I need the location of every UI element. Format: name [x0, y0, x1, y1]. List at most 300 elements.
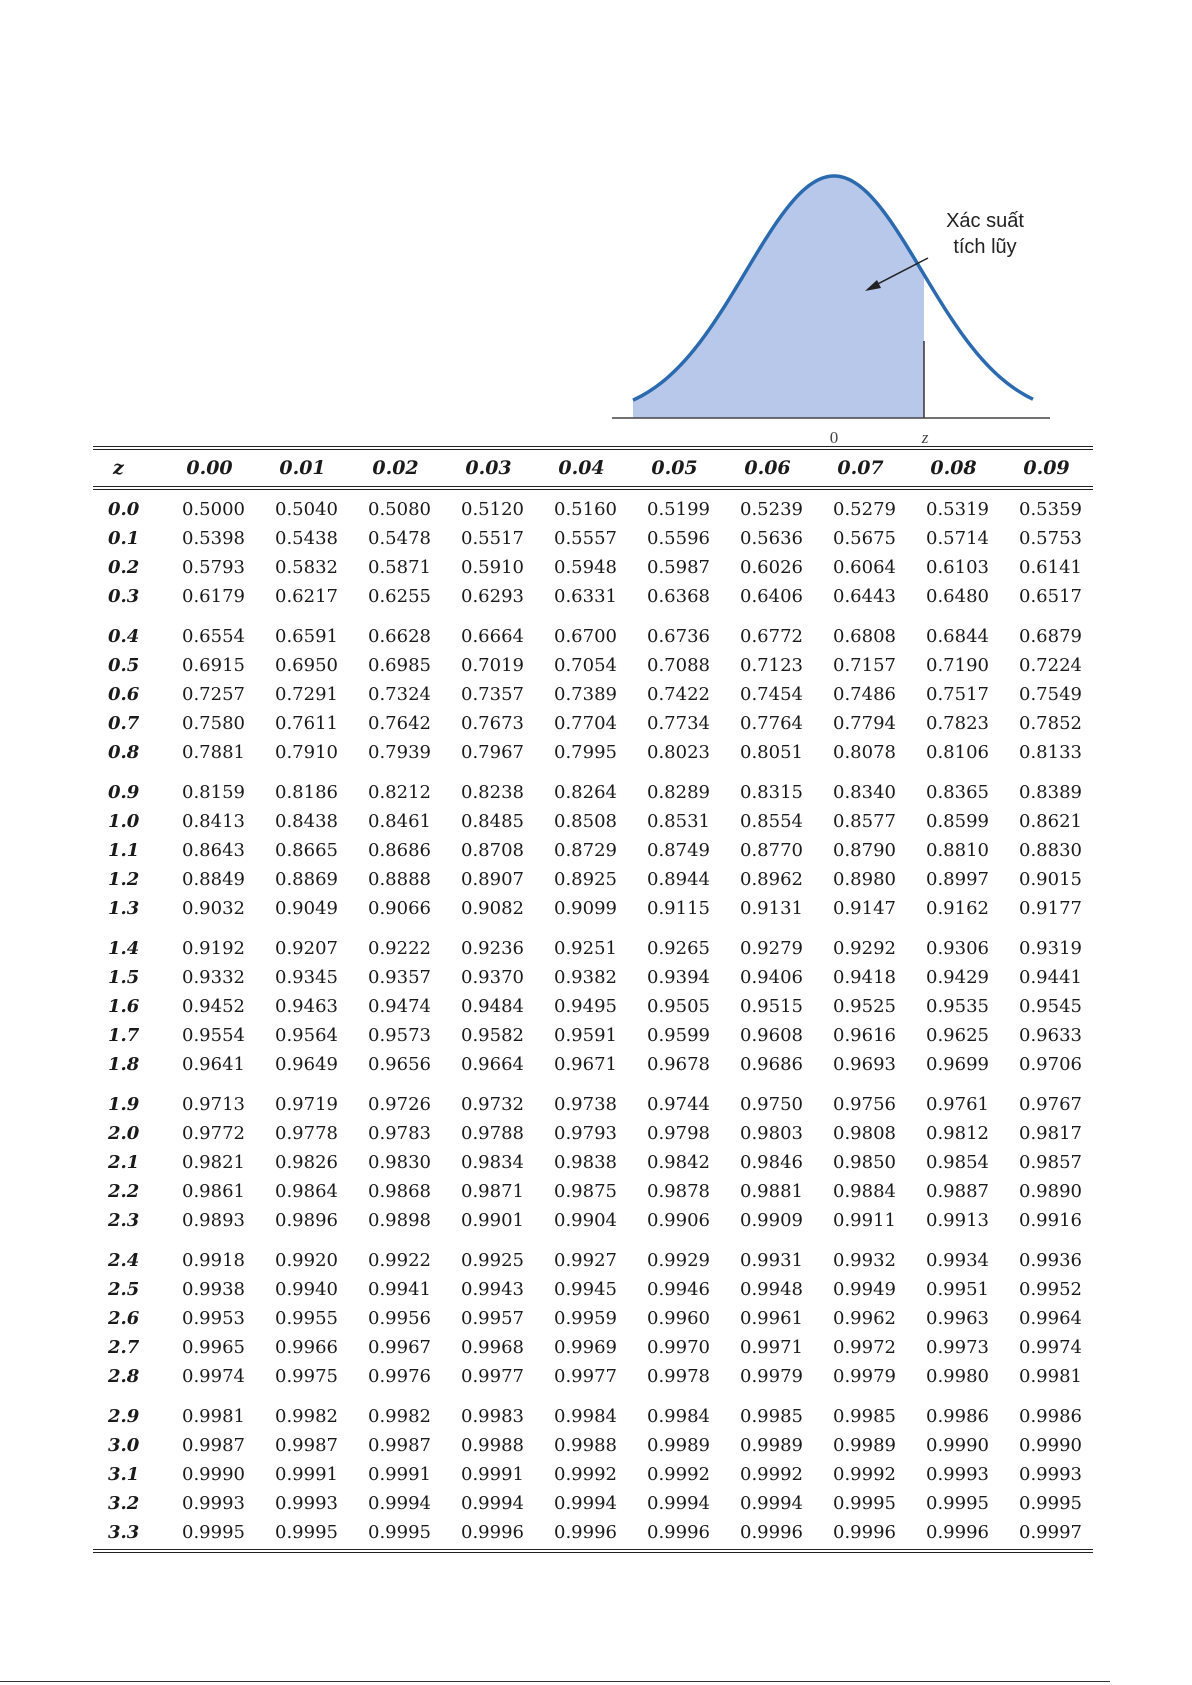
probability-cell: 0.9973	[926, 1337, 989, 1358]
probability-cell: 0.9896	[275, 1210, 338, 1231]
probability-cell: 0.8461	[368, 811, 431, 832]
probability-cell: 0.7611	[275, 713, 338, 734]
probability-cell: 0.9987	[368, 1435, 431, 1456]
annotation-label-line-1: Xác suất	[946, 210, 1024, 232]
probability-cell: 0.5478	[368, 528, 431, 549]
table-row	[93, 582, 1093, 611]
probability-cell: 0.9756	[833, 1094, 896, 1115]
probability-cell: 0.7157	[833, 655, 896, 676]
probability-cell: 0.9901	[461, 1210, 524, 1231]
probability-cell: 0.9996	[907, 1518, 1000, 1551]
probability-cell: 0.7224	[1019, 655, 1082, 676]
z-value-cell: 2.5	[108, 1279, 140, 1300]
probability-cell: 0.6026	[740, 557, 803, 578]
probability-cell: 0.9940	[275, 1279, 338, 1300]
probability-cell: 0.9997	[1000, 1518, 1093, 1551]
probability-cell: 0.9345	[275, 967, 338, 988]
probability-cell: 0.9616	[833, 1025, 896, 1046]
probability-cell: 0.7910	[275, 742, 338, 763]
probability-cell: 0.7881	[182, 742, 245, 763]
table-row	[93, 1021, 1093, 1050]
probability-cell: 0.9986	[1019, 1406, 1082, 1427]
probability-cell: 0.9641	[182, 1054, 245, 1075]
probability-cell: 0.9992	[740, 1464, 803, 1485]
probability-cell: 0.6736	[647, 626, 710, 647]
probability-cell: 0.5948	[554, 557, 617, 578]
probability-cell: 0.8888	[368, 869, 431, 890]
probability-cell: 0.8485	[461, 811, 524, 832]
probability-cell: 0.9713	[182, 1094, 245, 1115]
probability-cell: 0.7486	[833, 684, 896, 705]
probability-cell: 0.9726	[368, 1094, 431, 1115]
probability-cell: 0.9744	[647, 1094, 710, 1115]
probability-cell: 0.7019	[461, 655, 524, 676]
probability-cell: 0.9817	[1019, 1123, 1082, 1144]
column-header-z: z	[93, 448, 163, 488]
probability-cell: 0.9985	[740, 1406, 803, 1427]
probability-cell: 0.9962	[833, 1308, 896, 1329]
probability-cell: 0.9495	[554, 996, 617, 1017]
probability-cell: 0.7257	[182, 684, 245, 705]
probability-cell: 0.9525	[833, 996, 896, 1017]
cumulative-probability-area	[633, 176, 924, 418]
probability-cell: 0.9936	[1019, 1250, 1082, 1271]
probability-cell: 0.9625	[926, 1025, 989, 1046]
table-row	[93, 1206, 1093, 1235]
probability-cell: 0.9131	[740, 898, 803, 919]
probability-cell: 0.7852	[1019, 713, 1082, 734]
probability-cell: 0.8023	[647, 742, 710, 763]
probability-cell: 0.9370	[461, 967, 524, 988]
probability-cell: 0.9961	[740, 1308, 803, 1329]
probability-cell: 0.9545	[1019, 996, 1082, 1017]
normal-distribution-figure	[0, 0, 1192, 445]
probability-cell: 0.7642	[368, 713, 431, 734]
probability-cell: 0.9948	[740, 1279, 803, 1300]
z-value-cell: 1.2	[108, 869, 140, 890]
probability-cell: 0.9554	[182, 1025, 245, 1046]
probability-cell: 0.9957	[461, 1308, 524, 1329]
probability-cell: 0.9706	[1019, 1054, 1082, 1075]
z-value-cell: 3.2	[108, 1493, 140, 1514]
probability-cell: 0.5753	[1019, 528, 1082, 549]
probability-cell: 0.9986	[926, 1406, 989, 1427]
probability-cell: 0.5359	[1019, 499, 1082, 520]
probability-cell: 0.6406	[740, 586, 803, 607]
probability-cell: 0.9993	[1019, 1464, 1082, 1485]
probability-cell: 0.9875	[554, 1181, 617, 1202]
probability-cell: 0.9830	[368, 1152, 431, 1173]
z-value-cell: 0.5	[108, 655, 140, 676]
probability-cell: 0.5871	[368, 557, 431, 578]
probability-cell: 0.9994	[368, 1493, 431, 1514]
z-value-cell: 1.0	[108, 811, 140, 832]
probability-cell: 0.9803	[740, 1123, 803, 1144]
probability-cell: 0.6064	[833, 557, 896, 578]
probability-cell: 0.9884	[833, 1181, 896, 1202]
probability-cell: 0.9671	[554, 1054, 617, 1075]
probability-cell: 0.9995	[349, 1518, 442, 1551]
probability-cell: 0.9951	[926, 1279, 989, 1300]
probability-cell: 0.8159	[182, 782, 245, 803]
probability-cell: 0.8907	[461, 869, 524, 890]
table-row	[93, 836, 1093, 865]
probability-cell: 0.8365	[926, 782, 989, 803]
probability-cell: 0.6368	[647, 586, 710, 607]
probability-cell: 0.8315	[740, 782, 803, 803]
axis-label-z: z	[921, 428, 929, 445]
z-value-cell: 2.7	[108, 1337, 140, 1358]
probability-cell: 0.9922	[368, 1250, 431, 1271]
probability-cell: 0.7734	[647, 713, 710, 734]
probability-cell: 0.9978	[647, 1366, 710, 1387]
probability-cell: 0.6217	[275, 586, 338, 607]
probability-cell: 0.6554	[182, 626, 245, 647]
probability-cell: 0.9719	[275, 1094, 338, 1115]
probability-cell: 0.9969	[554, 1337, 617, 1358]
table-row	[93, 680, 1093, 709]
probability-cell: 0.9981	[1019, 1366, 1082, 1387]
probability-cell: 0.9357	[368, 967, 431, 988]
probability-cell: 0.9992	[554, 1464, 617, 1485]
probability-cell: 0.9975	[275, 1366, 338, 1387]
probability-cell: 0.9236	[461, 938, 524, 959]
probability-cell: 0.9821	[182, 1152, 245, 1173]
probability-cell: 0.8413	[182, 811, 245, 832]
z-value-cell: 2.8	[108, 1366, 140, 1387]
probability-cell: 0.8133	[1019, 742, 1082, 763]
probability-cell: 0.9599	[647, 1025, 710, 1046]
probability-cell: 0.9292	[833, 938, 896, 959]
probability-cell: 0.9505	[647, 996, 710, 1017]
probability-cell: 0.9864	[275, 1181, 338, 1202]
probability-cell: 0.9750	[740, 1094, 803, 1115]
probability-cell: 0.9979	[833, 1366, 896, 1387]
z-value-cell: 0.1	[108, 528, 140, 549]
probability-cell: 0.9535	[926, 996, 989, 1017]
table-row	[93, 1275, 1093, 1304]
probability-cell: 0.9265	[647, 938, 710, 959]
probability-cell: 0.9941	[368, 1279, 431, 1300]
probability-cell: 0.9878	[647, 1181, 710, 1202]
probability-cell: 0.9808	[833, 1123, 896, 1144]
probability-cell: 0.5279	[833, 499, 896, 520]
probability-cell: 0.9484	[461, 996, 524, 1017]
probability-cell: 0.9971	[740, 1337, 803, 1358]
probability-cell: 0.9963	[926, 1308, 989, 1329]
probability-cell: 0.9834	[461, 1152, 524, 1173]
probability-cell: 0.9678	[647, 1054, 710, 1075]
probability-cell: 0.7995	[554, 742, 617, 763]
table-body	[93, 488, 1093, 1551]
probability-cell: 0.7088	[647, 655, 710, 676]
probability-cell: 0.9871	[461, 1181, 524, 1202]
probability-cell: 0.5199	[647, 499, 710, 520]
probability-cell: 0.9656	[368, 1054, 431, 1075]
probability-cell: 0.9732	[461, 1094, 524, 1115]
probability-cell: 0.9738	[554, 1094, 617, 1115]
probability-cell: 0.9793	[554, 1123, 617, 1144]
probability-cell: 0.7794	[833, 713, 896, 734]
probability-cell: 0.9846	[740, 1152, 803, 1173]
probability-cell: 0.9382	[554, 967, 617, 988]
column-header: 0.07	[814, 448, 907, 488]
probability-cell: 0.7357	[461, 684, 524, 705]
probability-cell: 0.9693	[833, 1054, 896, 1075]
probability-cell: 0.9993	[182, 1493, 245, 1514]
table-row	[93, 767, 1093, 807]
table-row	[93, 1391, 1093, 1431]
probability-cell: 0.8340	[833, 782, 896, 803]
probability-cell: 0.9979	[740, 1366, 803, 1387]
probability-cell: 0.9918	[182, 1250, 245, 1271]
z-value-cell: 1.9	[108, 1094, 140, 1115]
probability-cell: 0.9778	[275, 1123, 338, 1144]
probability-cell: 0.9911	[833, 1210, 896, 1231]
probability-cell: 0.9967	[368, 1337, 431, 1358]
probability-cell: 0.9993	[926, 1464, 989, 1485]
probability-cell: 0.9982	[368, 1406, 431, 1427]
table-row	[93, 1333, 1093, 1362]
probability-cell: 0.9984	[647, 1406, 710, 1427]
probability-cell: 0.9956	[368, 1308, 431, 1329]
probability-cell: 0.9976	[368, 1366, 431, 1387]
column-header: 0.05	[628, 448, 721, 488]
probability-cell: 0.9474	[368, 996, 431, 1017]
probability-cell: 0.9798	[647, 1123, 710, 1144]
probability-cell: 0.6844	[926, 626, 989, 647]
probability-cell: 0.9394	[647, 967, 710, 988]
table-header-row	[93, 448, 1093, 488]
probability-cell: 0.8438	[275, 811, 338, 832]
z-value-cell: 2.1	[108, 1152, 140, 1173]
probability-cell: 0.8212	[368, 782, 431, 803]
probability-cell: 0.9842	[647, 1152, 710, 1173]
probability-cell: 0.9207	[275, 938, 338, 959]
probability-cell: 0.9192	[182, 938, 245, 959]
probability-cell: 0.9049	[275, 898, 338, 919]
probability-cell: 0.8577	[833, 811, 896, 832]
probability-cell: 0.9564	[275, 1025, 338, 1046]
probability-cell: 0.9987	[182, 1435, 245, 1456]
probability-cell: 0.9591	[554, 1025, 617, 1046]
probability-cell: 0.7939	[368, 742, 431, 763]
z-value-cell: 3.1	[108, 1464, 140, 1485]
probability-cell: 0.9990	[182, 1464, 245, 1485]
z-value-cell: 0.4	[108, 626, 140, 647]
probability-cell: 0.9854	[926, 1152, 989, 1173]
probability-cell: 0.5517	[461, 528, 524, 549]
probability-cell: 0.8749	[647, 840, 710, 861]
probability-cell: 0.9838	[554, 1152, 617, 1173]
table-row	[93, 524, 1093, 553]
probability-cell: 0.8810	[926, 840, 989, 861]
probability-cell: 0.5080	[368, 499, 431, 520]
probability-cell: 0.6628	[368, 626, 431, 647]
probability-cell: 0.8770	[740, 840, 803, 861]
probability-cell: 0.9966	[275, 1337, 338, 1358]
axis-label-zero: 0	[829, 428, 839, 445]
probability-cell: 0.7580	[182, 713, 245, 734]
probability-cell: 0.8869	[275, 869, 338, 890]
probability-cell: 0.9995	[163, 1518, 256, 1551]
probability-cell: 0.9066	[368, 898, 431, 919]
probability-cell: 0.9995	[256, 1518, 349, 1551]
probability-cell: 0.7324	[368, 684, 431, 705]
probability-cell: 0.9996	[721, 1518, 814, 1551]
table-row	[93, 1148, 1093, 1177]
probability-cell: 0.9993	[275, 1493, 338, 1514]
probability-cell: 0.9983	[461, 1406, 524, 1427]
probability-cell: 0.9955	[275, 1308, 338, 1329]
probability-cell: 0.9649	[275, 1054, 338, 1075]
probability-cell: 0.7454	[740, 684, 803, 705]
probability-cell: 0.8830	[1019, 840, 1082, 861]
table-row	[93, 738, 1093, 767]
probability-cell: 0.7291	[275, 684, 338, 705]
probability-cell: 0.8508	[554, 811, 617, 832]
probability-cell: 0.9929	[647, 1250, 710, 1271]
probability-cell: 0.9974	[182, 1366, 245, 1387]
z-value-cell: 2.6	[108, 1308, 140, 1329]
probability-cell: 0.5438	[275, 528, 338, 549]
probability-cell: 0.6517	[1019, 586, 1082, 607]
z-value-cell: 1.8	[108, 1054, 140, 1075]
probability-cell: 0.9147	[833, 898, 896, 919]
probability-cell: 0.9991	[368, 1464, 431, 1485]
probability-cell: 0.9761	[926, 1094, 989, 1115]
probability-cell: 0.9893	[182, 1210, 245, 1231]
probability-cell: 0.9995	[1019, 1493, 1082, 1514]
probability-cell: 0.8264	[554, 782, 617, 803]
probability-cell: 0.9996	[628, 1518, 721, 1551]
probability-cell: 0.7517	[926, 684, 989, 705]
probability-cell: 0.9573	[368, 1025, 431, 1046]
probability-cell: 0.5636	[740, 528, 803, 549]
probability-cell: 0.9996	[442, 1518, 535, 1551]
probability-cell: 0.9032	[182, 898, 245, 919]
z-value-cell: 1.5	[108, 967, 140, 988]
probability-cell: 0.9099	[554, 898, 617, 919]
probability-cell: 0.7422	[647, 684, 710, 705]
probability-cell: 0.9974	[1019, 1337, 1082, 1358]
table-row	[93, 807, 1093, 836]
probability-cell: 0.9982	[275, 1406, 338, 1427]
probability-cell: 0.9994	[647, 1493, 710, 1514]
table-row	[93, 1362, 1093, 1391]
probability-cell: 0.6985	[368, 655, 431, 676]
probability-cell: 0.9943	[461, 1279, 524, 1300]
probability-cell: 0.9904	[554, 1210, 617, 1231]
probability-cell: 0.5675	[833, 528, 896, 549]
probability-cell: 0.8106	[926, 742, 989, 763]
table-row	[93, 1431, 1093, 1460]
probability-cell: 0.9985	[833, 1406, 896, 1427]
probability-cell: 0.9279	[740, 938, 803, 959]
probability-cell: 0.6443	[833, 586, 896, 607]
table-row	[93, 923, 1093, 963]
probability-cell: 0.7823	[926, 713, 989, 734]
table-row	[93, 1079, 1093, 1119]
probability-cell: 0.7704	[554, 713, 617, 734]
probability-cell: 0.9861	[182, 1181, 245, 1202]
probability-cell: 0.8686	[368, 840, 431, 861]
probability-cell: 0.9980	[926, 1366, 989, 1387]
table-row	[93, 963, 1093, 992]
probability-cell: 0.9925	[461, 1250, 524, 1271]
probability-cell: 0.5714	[926, 528, 989, 549]
probability-cell: 0.6141	[1019, 557, 1082, 578]
probability-cell: 0.8962	[740, 869, 803, 890]
probability-cell: 0.8238	[461, 782, 524, 803]
probability-cell: 0.9932	[833, 1250, 896, 1271]
probability-cell: 0.9992	[647, 1464, 710, 1485]
probability-cell: 0.7054	[554, 655, 617, 676]
probability-cell: 0.5557	[554, 528, 617, 549]
z-value-cell: 1.6	[108, 996, 140, 1017]
probability-cell: 0.9995	[833, 1493, 896, 1514]
column-header: 0.03	[442, 448, 535, 488]
probability-cell: 0.9082	[461, 898, 524, 919]
column-header: 0.02	[349, 448, 442, 488]
probability-cell: 0.8790	[833, 840, 896, 861]
probability-cell: 0.9686	[740, 1054, 803, 1075]
probability-cell: 0.9946	[647, 1279, 710, 1300]
probability-cell: 0.9913	[926, 1210, 989, 1231]
probability-cell: 0.7190	[926, 655, 989, 676]
probability-cell: 0.9987	[275, 1435, 338, 1456]
probability-cell: 0.8925	[554, 869, 617, 890]
probability-cell: 0.9463	[275, 996, 338, 1017]
table-row	[93, 1518, 1093, 1551]
probability-cell: 0.9332	[182, 967, 245, 988]
table-row	[93, 611, 1093, 651]
probability-cell: 0.8643	[182, 840, 245, 861]
probability-cell: 0.9949	[833, 1279, 896, 1300]
probability-cell: 0.9970	[647, 1337, 710, 1358]
probability-cell: 0.9959	[554, 1308, 617, 1329]
probability-cell: 0.8078	[833, 742, 896, 763]
probability-cell: 0.9429	[926, 967, 989, 988]
probability-cell: 0.6700	[554, 626, 617, 647]
table-row	[93, 865, 1093, 894]
probability-cell: 0.9582	[461, 1025, 524, 1046]
page-bottom-rule	[0, 1681, 1110, 1682]
table-row	[93, 651, 1093, 680]
probability-cell: 0.9306	[926, 938, 989, 959]
probability-cell: 0.9222	[368, 938, 431, 959]
probability-cell: 0.9952	[1019, 1279, 1082, 1300]
z-value-cell: 1.3	[108, 898, 140, 919]
z-value-cell: 0.6	[108, 684, 140, 705]
probability-cell: 0.9772	[182, 1123, 245, 1144]
probability-cell: 0.9994	[554, 1493, 617, 1514]
probability-cell: 0.6772	[740, 626, 803, 647]
probability-cell: 0.9968	[461, 1337, 524, 1358]
probability-cell: 0.9788	[461, 1123, 524, 1144]
probability-cell: 0.9991	[461, 1464, 524, 1485]
probability-cell: 0.9452	[182, 996, 245, 1017]
table-row	[93, 1460, 1093, 1489]
probability-cell: 0.9989	[740, 1435, 803, 1456]
probability-cell: 0.9965	[182, 1337, 245, 1358]
probability-cell: 0.9441	[1019, 967, 1082, 988]
probability-cell: 0.9898	[368, 1210, 431, 1231]
column-header: 0.04	[535, 448, 628, 488]
probability-cell: 0.6179	[182, 586, 245, 607]
probability-cell: 0.8665	[275, 840, 338, 861]
z-value-cell: 2.0	[108, 1123, 140, 1144]
